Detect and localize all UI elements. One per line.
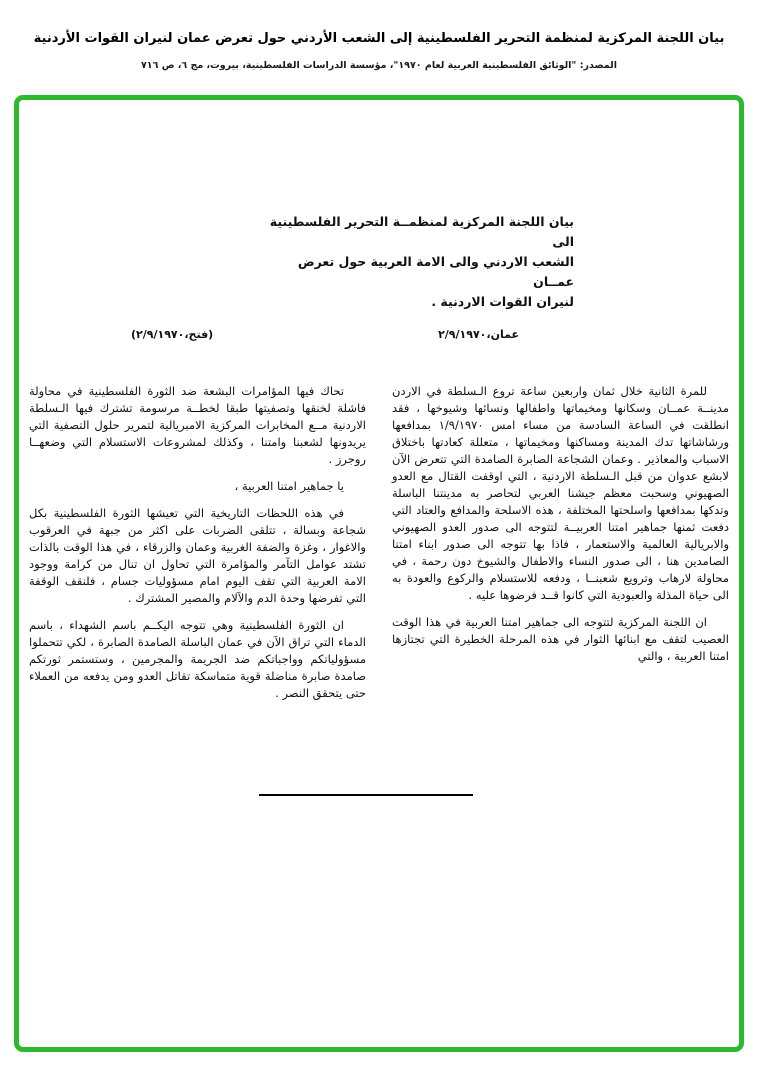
divider-line xyxy=(259,794,473,796)
document-scan xyxy=(19,100,739,1047)
page-header xyxy=(0,30,758,71)
paragraph: في هذه اللحظات التاريخية التي تعيشها الثورة الفلسطينية بكل شجاعة وبسالة ، تتلقى الضربات على اكثر من جبهة في العرقوب والاغوار ، وغزة والضفة الغربية وعمان والزرقاء ، في هذا الوقت بالذات تشتد عوامل التآمر والمؤامرة التي تحاول ان تنال من كرامة ووجود الامة العربية التي تقف اليوم امام مسؤوليات جسام ، فلنقف الوقفة التي تفرضها وحدة الدم والآلام والمصير المشترك . xyxy=(29,506,366,606)
doc-heading-line-3: لنيران القوات الاردنية . xyxy=(431,294,574,309)
paragraph: تحاك فيها المؤامرات البشعة ضد الثورة الفلسطينية في محاولة فاشلة لخنقها وتصفيتها طبقا لخطــة مرسومة تشترك فيها الـسلطة الاردنية مــع المخابرات المركزية الامبريالية لتمرير حلول التصفية التي يريدونها لشعبنا وامتنا ، وكذلك لمشروعات الاستسلام التي وضعهــا روجرز . xyxy=(29,384,366,467)
page-title: بيان اللجنة المركزية لمنظمة التحرير الفلسطينية إلى الشعب الأردني حول تعرض عمان لنيران القوات الأردنية xyxy=(33,31,725,46)
doc-heading-line-1: بيان اللجنة المركزية لمنظمــة التحرير الفلسطينية الى xyxy=(269,214,574,249)
column-left xyxy=(29,383,366,712)
paragraph: للمرة الثانية خلال ثمان واربعين ساعة تروع الـسلطة في الاردن مدينــة عمــان وسكانها ومخيماتها واطفالها ونسائها وشيوخها ، فقد انطلقت في الساعة السادسة من مساء امس ١/٩/١٩٧٠ بمدافعها ورشاشاتها تدك المدينة ومساكنها ومخيماتها ، متعللة كعادتها باختلاق الاسباب والمعاذير . وعمان الشجاعة الصابرة الصامدة التي تتعرض الآن لابشع عدوان من قبل الـسلطة الاردنية ، التي اوقفت القتال مع العدو الصهيوني وسحبت معظم جيشنا العربي لتحاصر به مدينتنا الباسلة وتدكها بمدافعها واسلحتها المختلفة ، هذه الاسلحة والمدافع والعتاد التي دفعت ثمنها جماهير امتنا العربيــة لتتوجه الى صدور العدو الصهيوني والابريالية العالمية والاستعمار ، فاذا بها تتوجه الى صدور ابناء امتنا الصامدين هنا ، الى صدور النساء والاطفال والشيوخ دون رحمة ، في محاولة لارهاب وترويع شعبنــا ، ودفعه للاستسلام والركوع والعودة به الى حياة المذلة والعبودية التي كانوا قــد فرضوها عليه . xyxy=(392,384,729,603)
date-source: (فتح،٢/٩/١٩٧٠) xyxy=(131,328,214,341)
body-columns xyxy=(19,383,739,712)
date-place: عمان،٢/٩/١٩٧٠ xyxy=(438,328,519,341)
highlight-frame xyxy=(14,95,744,1052)
doc-heading-line-2: الشعب الاردني والى الامة العربية حول تعرض عمــان xyxy=(297,254,574,289)
date-row xyxy=(131,328,519,341)
paragraph: ان الثورة الفلسطينية وهي تتوجه اليكــم باسم الشهداء ، باسم الدماء التي تراق الآن في عمان الباسلة الصامدة الصابرة ، لكي تتحملوا مسؤولياتكم وواجباتكم ضد الجريمة والمجرمين ، وستستمر ثورتكم صامدة صابرة مناضلة قوية متماسكة تقاتل العدو ومن يدفعه من العملاء حتى يتحقق النصر . xyxy=(29,618,366,701)
paragraph: ان اللجنة المركزية لتتوجه الى جماهير امتنا العربية في هذا الوقت العصيب لتقف مع ابنائها الثوار في هذه المرحلة الخطيرة التي تجتازها امتنا العربية ، والتي xyxy=(392,615,729,664)
column-right xyxy=(392,383,729,712)
doc-heading xyxy=(262,212,574,312)
paragraph: يا جماهير امتنا العربية ، xyxy=(234,479,344,494)
source-line: المصدر: "الوثائق الفلسطينية العربية لعام ١٩٧٠"، مؤسسة الدراسات الفلسطينية، بيروت، مج ٦، ص ٧١٦ xyxy=(140,60,618,72)
